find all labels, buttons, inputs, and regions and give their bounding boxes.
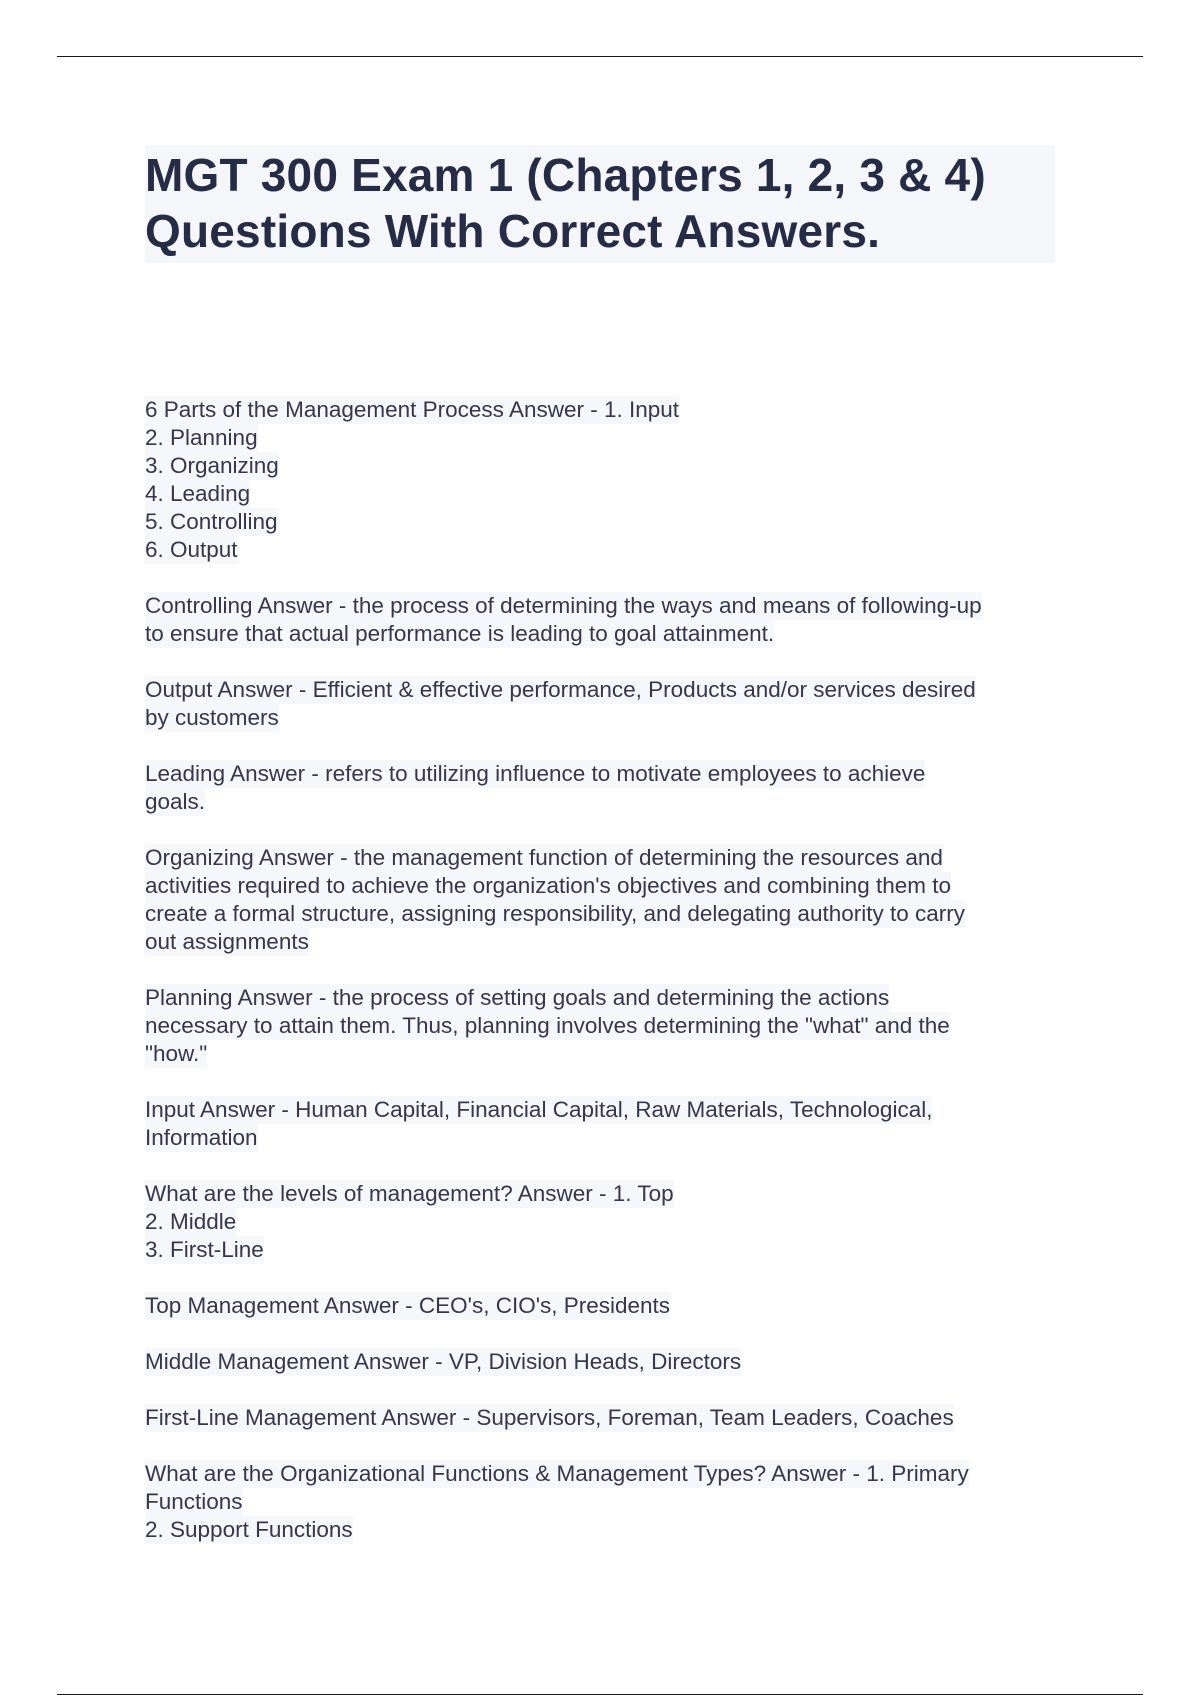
qa-line: goals. [145,789,206,814]
qa-line: Input Answer - Human Capital, Financial Capital, Raw Materials, Technological, [145,1097,933,1122]
qa-line: Leading Answer - refers to utilizing influence to motivate employees to achieve [145,761,926,786]
qa-line: create a formal structure, assigning responsibility, and delegating authority to carry [145,901,965,926]
qa-item-middle-management [145,1348,1065,1376]
qa-line: Information [145,1125,258,1150]
qa-line: First-Line Management Answer - Supervisors, Foreman, Team Leaders, Coaches [145,1405,954,1430]
qa-line: 6 Parts of the Management Process Answer - 1. Input [145,397,680,422]
qa-line: Controlling Answer - the process of determining the ways and means of following-up [145,593,982,618]
qa-item-planning [145,984,1065,1068]
qa-item-input [145,1096,1065,1152]
qa-line: "how." [145,1041,208,1066]
qa-item-organizing [145,844,1065,956]
qa-item-management-process [145,396,1065,564]
qa-line: 2. Planning [145,425,258,450]
qa-item-output [145,676,1065,732]
qa-item-first-line-management [145,1404,1065,1432]
qa-line: 4. Leading [145,481,251,506]
title-line: Questions With Correct Answers. [145,205,881,257]
qa-line: 2. Middle [145,1209,237,1234]
qa-item-top-management [145,1292,1065,1320]
qa-line: necessary to attain them. Thus, planning involves determining the "what" and the [145,1013,950,1038]
qa-line: by customers [145,705,279,730]
qa-line: What are the levels of management? Answer - 1. Top [145,1181,674,1206]
qa-item-controlling [145,592,1065,648]
document-title [145,145,1055,263]
bottom-divider [57,1694,1143,1695]
qa-line: 6. Output [145,537,238,562]
qa-line: What are the Organizational Functions & Management Types? Answer - 1. Primary [145,1461,969,1486]
qa-item-levels-of-management [145,1180,1065,1264]
qa-line: 3. First-Line [145,1237,264,1262]
qa-line: Organizing Answer - the management function of determining the resources and [145,845,943,870]
qa-list [145,396,1065,1572]
qa-line: Output Answer - Efficient & effective performance, Products and/or services desired [145,677,976,702]
title-line: MGT 300 Exam 1 (Chapters 1, 2, 3 & 4) [145,149,986,201]
qa-line: activities required to achieve the organization's objectives and combining them to [145,873,952,898]
qa-line: 3. Organizing [145,453,279,478]
qa-line: Middle Management Answer - VP, Division Heads, Directors [145,1349,742,1374]
qa-line: Top Management Answer - CEO's, CIO's, Presidents [145,1293,671,1318]
qa-line: out assignments [145,929,309,954]
qa-item-organizational-functions [145,1460,1065,1544]
qa-line: Planning Answer - the process of setting goals and determining the actions [145,985,890,1010]
qa-line: 2. Support Functions [145,1517,353,1542]
qa-line: 5. Controlling [145,509,278,534]
qa-item-leading [145,760,1065,816]
qa-line: Functions [145,1489,243,1514]
top-divider [57,56,1143,57]
qa-line: to ensure that actual performance is leading to goal attainment. [145,621,775,646]
